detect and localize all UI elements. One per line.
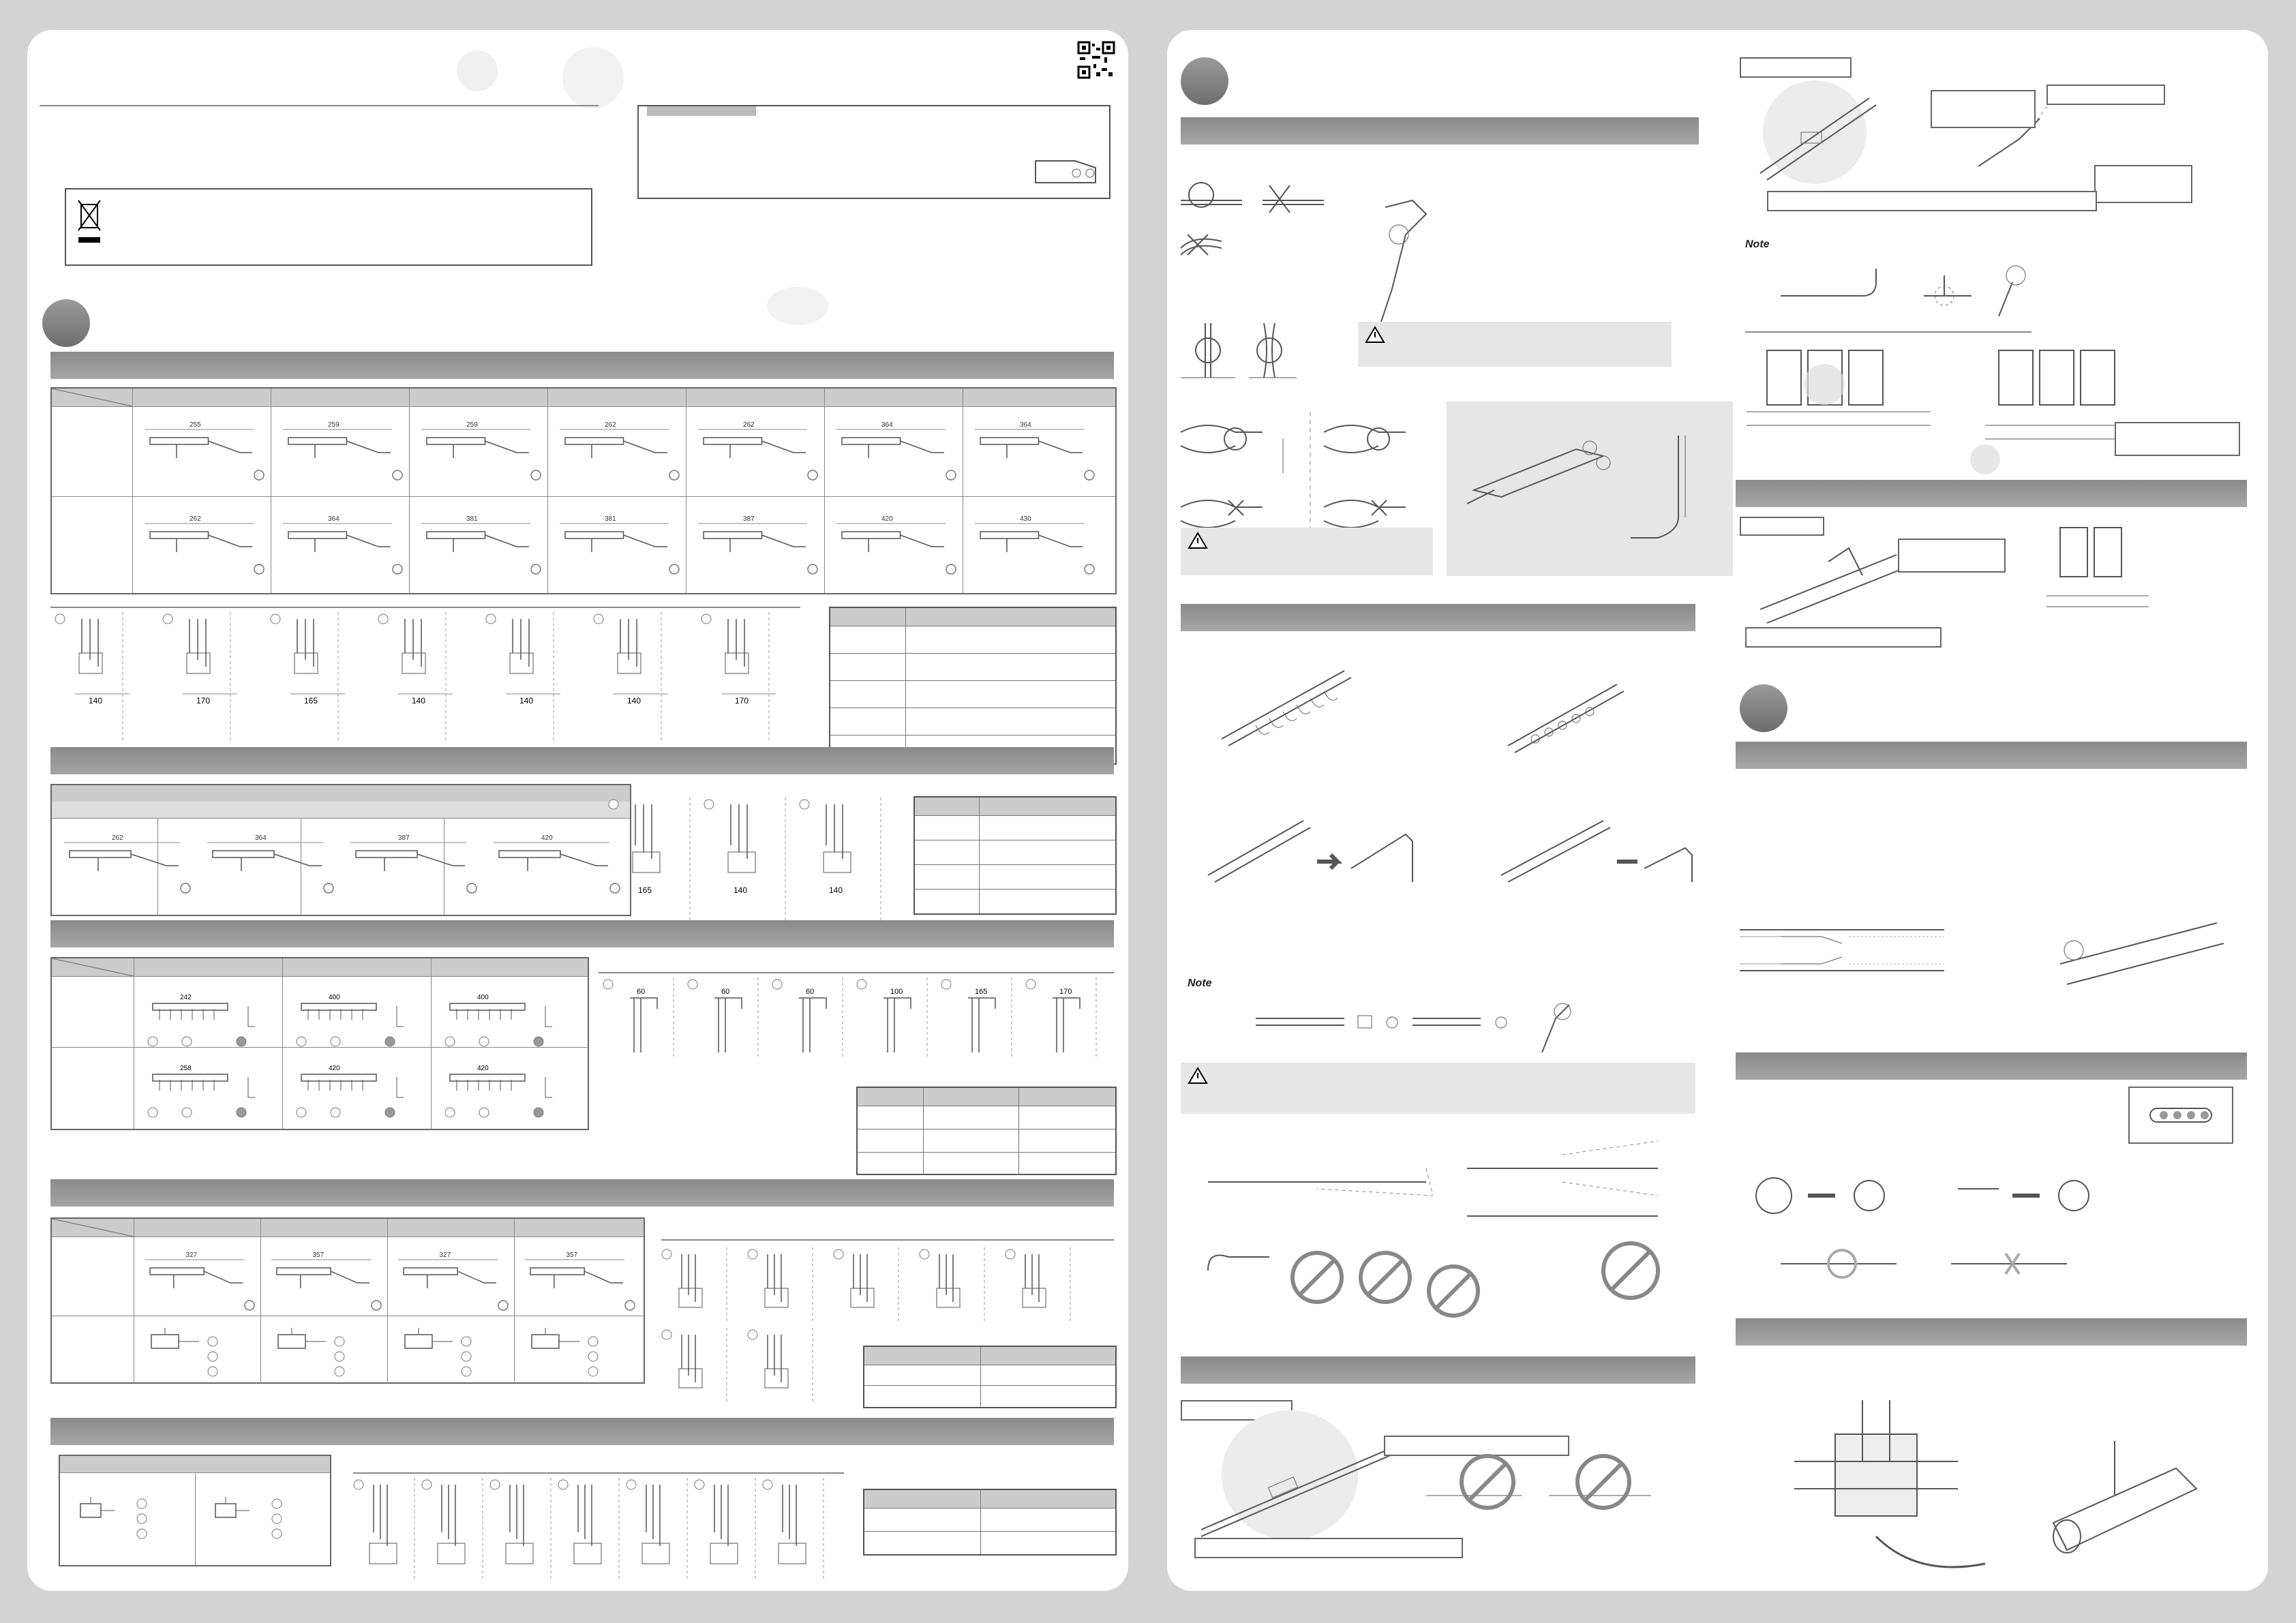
dimension-label: 262	[190, 515, 201, 523]
dimension-label: 364	[881, 421, 893, 429]
distributor-drawing	[553, 410, 682, 485]
connector-drawing	[856, 977, 931, 1066]
joint-drawing	[265, 1321, 380, 1382]
reducer-drawing	[1005, 1247, 1073, 1322]
joint-drawing	[391, 1321, 507, 1382]
joint-prohibited-illustration	[1426, 1448, 1699, 1516]
dimension-label: 430	[1020, 515, 1031, 523]
right-panel	[1167, 30, 2268, 1591]
caution-icon	[1188, 1067, 1208, 1084]
note-rule	[1745, 331, 2031, 333]
reducer-drawing	[421, 1478, 484, 1580]
reducer-spec-table-2	[913, 796, 1117, 915]
reducer-drawing	[833, 1247, 901, 1322]
distributor-drawing	[414, 410, 544, 485]
caution-box-2	[1181, 528, 1433, 575]
distributor-drawing	[276, 410, 406, 485]
callout-label-10	[1740, 517, 1824, 536]
outdoor-units-illustration	[1740, 344, 2231, 494]
note-label-2: Note	[1745, 239, 1770, 250]
dimension-label: 170	[735, 696, 749, 706]
dimension-label: 140	[412, 696, 426, 706]
left-panel	[27, 30, 1128, 1591]
distributor-drawing	[553, 504, 682, 579]
dimension-label: 420	[541, 834, 553, 842]
dimension-label: 165	[304, 696, 318, 706]
header-drawing	[288, 979, 424, 1054]
reducer-drawing	[701, 612, 796, 748]
connector-drawing	[1025, 977, 1100, 1066]
callout-label-9	[2115, 422, 2240, 456]
reducer-drawing	[270, 612, 365, 748]
reducer-row-2	[608, 798, 915, 934]
reducer-drawing	[626, 1478, 689, 1580]
note-label-1: Note	[1188, 977, 1212, 989]
decorative-swoosh	[764, 282, 832, 330]
weee-bin-icon	[76, 198, 103, 252]
joint-spec-table	[863, 1346, 1117, 1408]
dimension-label: 387	[398, 834, 410, 842]
reducer-drawing	[378, 612, 473, 748]
dimension-label: 262	[743, 421, 755, 429]
distributor-drawing	[968, 410, 1098, 485]
reducer-drawing	[485, 612, 581, 748]
header-drawing	[436, 1050, 573, 1125]
reducer-drawing	[608, 798, 697, 927]
joint-drawing	[265, 1241, 384, 1316]
section-bar-5	[50, 1418, 1114, 1445]
distributor-drawing	[276, 504, 406, 579]
dimension-label: 140	[519, 696, 534, 706]
dimension-label: 140	[829, 885, 843, 895]
section-bar-r2	[1181, 604, 1695, 631]
distributor-drawing	[487, 823, 623, 898]
header-cap-illustration	[2128, 1087, 2233, 1144]
joint-drawing	[518, 1321, 634, 1382]
decorative-swoosh	[436, 37, 641, 119]
dimension-label: 100	[890, 988, 903, 996]
callout-label-7	[2094, 165, 2192, 203]
distributor-drawing	[344, 823, 480, 898]
header-angle-illustrations	[1181, 1127, 1699, 1332]
section-bar-r3	[1181, 1356, 1695, 1384]
distributor-drawing	[138, 410, 267, 485]
distributor-table-2	[50, 784, 631, 916]
connector-drawing	[687, 977, 762, 1066]
reducer-drawing	[162, 612, 258, 748]
reducer-drawing	[704, 798, 792, 927]
dimension-label: 60	[637, 988, 646, 996]
reducer-drawing	[762, 1478, 825, 1580]
dimension-label: 387	[743, 515, 755, 523]
tee-note-illustration	[1781, 255, 2067, 330]
distributor-drawing	[830, 504, 959, 579]
dimension-label: 327	[185, 1252, 198, 1259]
header-note-illustration	[1256, 991, 1597, 1066]
dimension-label: 364	[1020, 421, 1031, 429]
dimension-label: 140	[627, 696, 641, 706]
distributor-drawing	[138, 504, 267, 579]
distributor-drawing	[968, 504, 1098, 579]
dimension-label: 420	[881, 515, 893, 523]
dimension-label: 242	[180, 994, 192, 1001]
dimension-label: 381	[605, 515, 616, 523]
header-table	[50, 957, 589, 1130]
qr-code-icon	[1077, 41, 1115, 79]
weee-box	[65, 188, 592, 266]
header-install-illustrations	[1181, 643, 1699, 984]
section-bar-r7	[1736, 1318, 2247, 1346]
section-bar-3	[50, 920, 1114, 947]
caution-icon	[1188, 532, 1208, 549]
reducer-drawing	[353, 1478, 416, 1580]
dimension-label: 381	[466, 515, 478, 523]
section-bar-r4	[1736, 480, 2247, 507]
dimension-label: 357	[312, 1252, 324, 1259]
callout-label-11	[1898, 539, 2006, 573]
section-bar-r1	[1181, 117, 1699, 145]
dimension-label: 364	[255, 834, 267, 842]
dimension-label: 255	[190, 421, 201, 429]
joint-table	[50, 1217, 645, 1384]
dimension-label: 165	[975, 988, 988, 996]
dimension-label: 420	[329, 1065, 340, 1072]
dimension-label: 420	[477, 1065, 489, 1072]
dimension-label: 400	[477, 994, 489, 1001]
dimension-label: 262	[605, 421, 616, 429]
reducer-drawing	[489, 1478, 552, 1580]
dimension-label: 258	[180, 1065, 192, 1072]
info-box	[637, 105, 1111, 199]
insulation-illustrations	[1740, 909, 2244, 1046]
connector-drawing	[603, 977, 678, 1066]
dimension-label: 357	[566, 1252, 578, 1259]
callout-label-8	[1767, 191, 2097, 211]
caution-box-1	[1358, 322, 1672, 367]
dimension-label: 165	[638, 885, 652, 895]
dimension-label: 259	[466, 421, 478, 429]
tee-insulation-illustration	[1794, 1400, 2203, 1571]
tee-spec-table	[863, 1489, 1117, 1556]
section-number-badge-2	[1181, 57, 1228, 105]
reducer-drawing	[747, 1328, 815, 1403]
section-bar-4	[50, 1179, 1114, 1207]
tee-drawing	[202, 1476, 324, 1558]
header-spec-table	[856, 1087, 1117, 1175]
joint-drawing	[138, 1321, 254, 1382]
dimension-label: 364	[328, 515, 339, 523]
tee-reducer-row	[353, 1472, 844, 1590]
cap-illustrations	[1740, 1162, 2217, 1298]
reducer-drawing	[799, 798, 888, 927]
callout-label-5	[1931, 90, 2036, 128]
dimension-label: 262	[112, 834, 123, 842]
header-rule	[40, 105, 599, 106]
reducer-drawing	[661, 1328, 729, 1403]
dimension-label: 140	[89, 696, 103, 706]
callout-label-3	[1194, 1538, 1463, 1558]
distributor-drawing	[200, 823, 337, 898]
reducer-spec-table	[829, 607, 1117, 765]
header-drawing	[288, 1050, 424, 1125]
reducer-drawing	[593, 612, 689, 748]
section-bar-1	[50, 352, 1114, 379]
section-bar-r6	[1736, 1052, 2247, 1080]
dimension-label: 170	[196, 696, 211, 706]
reducer-drawing	[919, 1247, 987, 1322]
section-number-badge-3	[1740, 684, 1787, 732]
dimension-label: 60	[806, 988, 815, 996]
outdoor-units-illustration-2	[2046, 521, 2156, 637]
header-drawing	[139, 1050, 275, 1125]
reducer-drawing	[747, 1247, 815, 1322]
distributor-drawing	[691, 504, 821, 579]
reducer-drawing	[694, 1478, 757, 1580]
header-drawing	[436, 979, 573, 1054]
caution-box-3	[1181, 1063, 1695, 1114]
connector-drawing	[772, 977, 847, 1066]
caution-icon	[1365, 326, 1385, 344]
reducer-drawing	[558, 1478, 620, 1580]
dimension-label: 170	[1059, 988, 1072, 996]
section-bar-r5	[1736, 742, 2247, 769]
header-drawing	[139, 979, 275, 1054]
section-number-badge	[42, 299, 90, 347]
connector-drawing	[941, 977, 1016, 1066]
tee-table	[59, 1455, 331, 1566]
reducer-drawing	[661, 1247, 729, 1322]
dimension-label: 60	[721, 988, 730, 996]
dimension-label: 140	[734, 885, 748, 895]
distributor-drawing	[414, 504, 544, 579]
distributor-drawing	[57, 823, 194, 898]
distributor-drawing	[691, 410, 821, 485]
callout-label-6	[2046, 85, 2165, 105]
distributor-drawing	[830, 410, 959, 485]
dimension-label: 259	[328, 421, 339, 429]
pipe-connector-illustration	[1034, 155, 1102, 189]
tee-drawing	[67, 1476, 190, 1558]
distributor-table-1	[50, 387, 1117, 594]
dimension-label: 327	[439, 1252, 451, 1259]
callout-label-12	[1745, 627, 1942, 648]
joint-drawing	[518, 1241, 638, 1316]
joint-drawing	[391, 1241, 511, 1316]
distributor-detail-box	[1447, 401, 1733, 576]
reducer-drawing	[55, 612, 150, 748]
section-bar-2	[50, 747, 1114, 774]
joint-drawing	[138, 1241, 258, 1316]
dimension-label: 400	[329, 994, 340, 1001]
